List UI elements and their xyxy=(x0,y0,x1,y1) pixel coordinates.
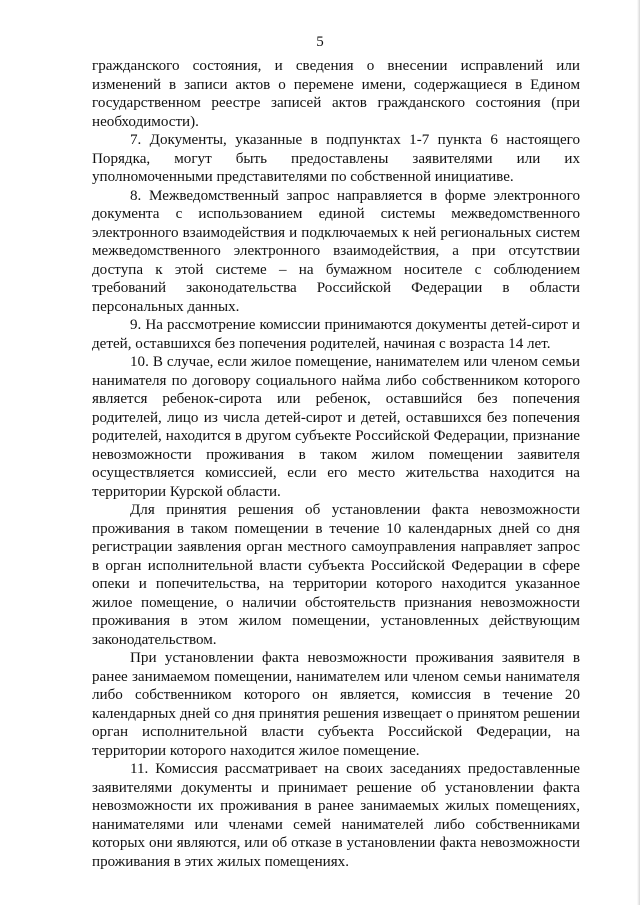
paragraph-item-10-notification: При установлении факта невозможности проживания заявителя в ранее занимаемом помещении, нанимателем или членом семьи нанимателя либо собственником которого он является, комиссия в течение 20 календарных дней со дня принятия решения извещает о принятом решении орган исполнительной власти субъекта Российской Федерации, на территории которого находится жилое помещение. xyxy=(92,650,580,759)
paragraph-item-10: 10. В случае, если жилое помещение, нанимателем или членом семьи нанимателя по договору социального найма либо собственником которого является ребенок-сирота или ребенок, оставшийся без попечения родителей, лицо из числа детей-сирот и детей, оставшихся без попечения родителей, находится в другом субъекте Российской Федерации, признание невозможности проживания в таком жилом помещении заявителя осуществляется комиссией, если его место жительства находится на территории Курской области. xyxy=(92,354,580,500)
page-number: 5 xyxy=(316,34,324,50)
paragraph-continuation: гражданского состояния, и сведения о внесении исправлений или изменений в записи актов о перемене имени, содержащиеся в Едином государственном реестре записей актов гражданского состояния (при необходимости). xyxy=(92,58,580,130)
paragraph-item-8: 8. Межведомственный запрос направляется в форме электронного документа с использованием единой системы межведомственного электронного взаимодействия и подключаемых к ней региональных систем межведомственного электронного взаимодействия, а при отсутствии доступа к этой системе – на бумажном носителе с соблюдением требований законодательства Российской Федерации в области персональных данных. xyxy=(92,187,580,315)
document-body xyxy=(92,57,580,871)
paragraph-item-11: 11. Комиссия рассматривает на своих заседаниях предоставленные заявителями документы и принимает решение об установлении факта невозможности их проживания в ранее занимаемых жилых помещениях, нанимателями или членами семей нанимателей либо собственниками которых они являются, или об отказе в установлении факта невозможности проживания в этих жилых помещениях. xyxy=(92,761,580,870)
paragraph-item-10-request: Для принятия решения об установлении факта невозможности проживания в таком помещении в течение 10 календарных дней со дня регистрации заявления орган местного самоуправления направляет запрос в орган исполнительной власти субъекта Российской Федерации в сфере опеки и попечительства, на территории которого находится указанное жилое помещение, о наличии обстоятельств признания невозможности проживания в этом жилом помещении, установленных действующим законодательством. xyxy=(92,502,580,648)
paragraph-item-9: 9. На рассмотрение комиссии принимаются документы детей-сирот и детей, оставшихся без попечения родителей, начиная с возраста 14 лет. xyxy=(92,317,580,352)
paragraph-item-7: 7. Документы, указанные в подпунктах 1-7 пункта 6 настоящего Порядка, могут быть предоставлены заявителями или их уполномоченными представителями по собственной инициативе. xyxy=(92,132,580,185)
